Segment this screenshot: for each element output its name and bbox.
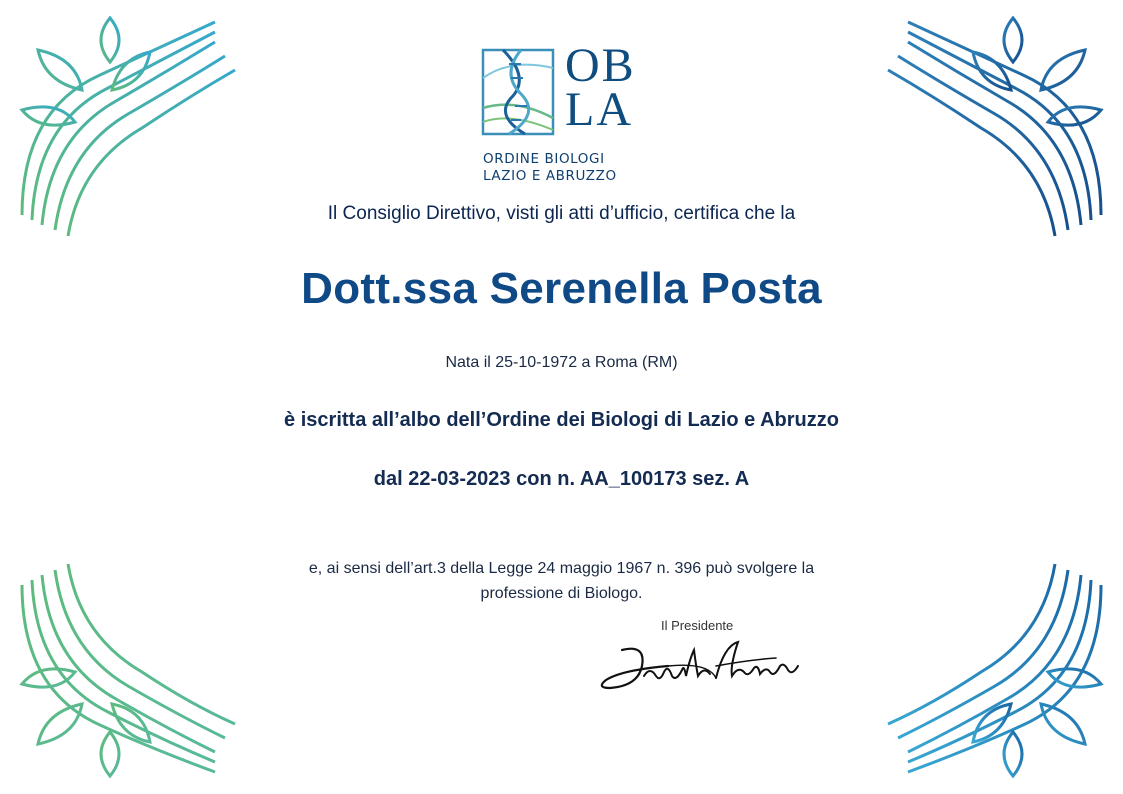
logo-org-line1: ORDINE BIOLOGI (483, 151, 605, 167)
leaf-ornament-top-left (22, 18, 150, 125)
dna-emblem-icon (481, 48, 555, 136)
president-signature (598, 636, 808, 700)
obla-logo (481, 39, 651, 188)
frame-bottom-lines (215, 752, 908, 772)
birth-info: Nata il 25-10-1972 a Roma (RM) (445, 354, 678, 371)
registration-details: dal 22-03-2023 con n. AA_100173 sez. A (373, 468, 750, 490)
logo-letters (565, 39, 636, 136)
logo-letters-bottom: LA (565, 83, 633, 136)
legal-statement-line2: professione di Biologo. (480, 585, 643, 602)
logo-org-line2: LAZIO E ABRUZZO (483, 168, 617, 184)
president-title: Il Presidente (661, 618, 734, 633)
holder-name: Dott.ssa Serenella Posta (301, 264, 822, 313)
enrollment-statement: è iscritta all’albo dell’Ordine dei Biologi di Lazio e Abruzzo (284, 409, 839, 431)
legal-statement (0, 556, 1123, 606)
legal-statement-line1: e, ai sensi dell’art.3 della Legge 24 maggio 1967 n. 396 può svolgere la (308, 560, 815, 577)
certificate-intro: Il Consiglio Direttivo, visti gli atti d’ufficio, certifica che la (327, 203, 796, 224)
frame-top-lines (215, 22, 908, 42)
logo-letters-top: OB (565, 39, 636, 92)
leaf-ornament-top-right (973, 18, 1101, 125)
logo-organization-name (483, 151, 643, 185)
